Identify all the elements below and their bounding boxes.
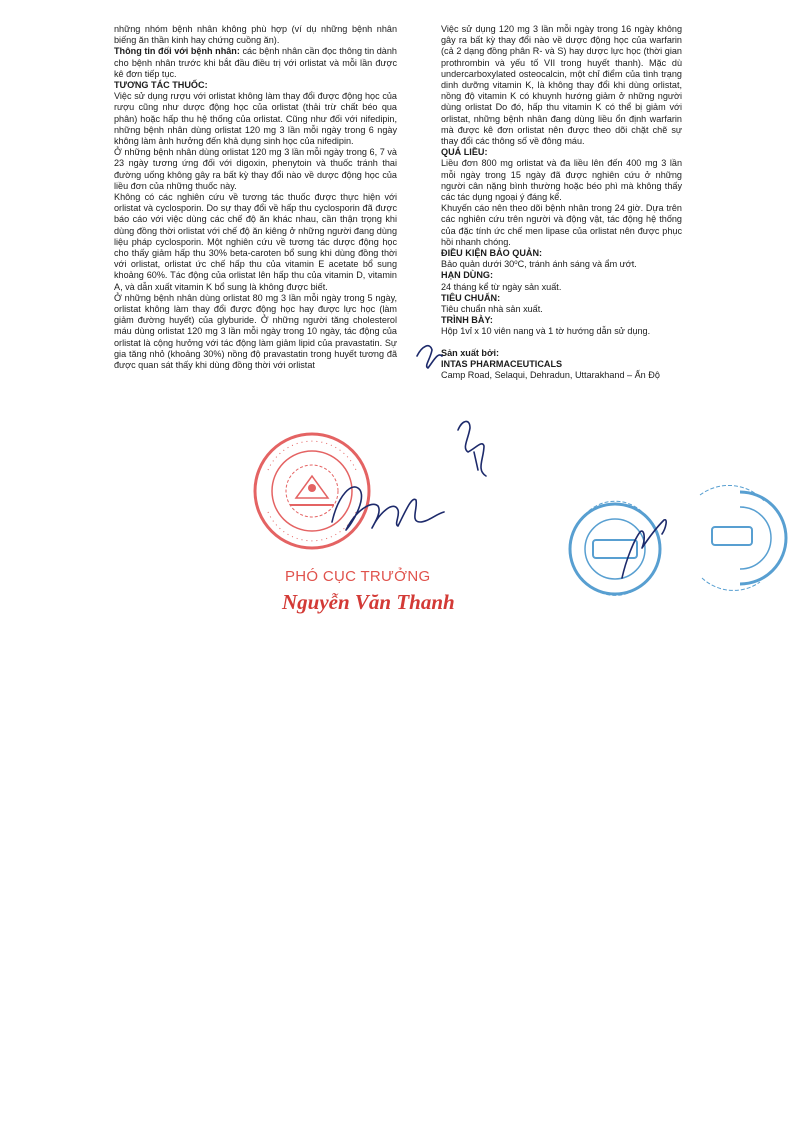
paragraph-glyburide: Ở những bệnh nhân dùng orlistat 80 mg 3 lần mỗi ngày trong 5 ngày, orlistat không làm thay đổi được động học hay được lực học (làm giảm đường huyết) của glyburide. Ở những người tăng cholesterol máu dùng orlistat 120 mg 3 lần mỗi ngày trong 10 ngày, tác động của orlistat là cộng hưởng với tác động làm giảm lipid của pravastatin. Sự gia tăng nhỏ (khoảng 30%) nồng độ pravastatin trong huyết tương đã được quan sát thấy khi dùng đồng thời với orlistat: [114, 292, 397, 371]
heading-overdose: QUÁ LIỀU:: [441, 147, 488, 158]
paragraph-overdose-monitoring: Khuyến cáo nên theo dõi bệnh nhân trong 24 giờ. Dựa trên các nghiên cứu trên người và động vật, tác động hệ thống của đặc tính ức chế men lipase của orlistat nên được phục hồi nhanh chóng.: [441, 203, 682, 247]
intas-company-stamp: [570, 501, 660, 595]
heading-presentation: TRÌNH BÀY:: [441, 315, 493, 326]
ministry-seal-stamp: [255, 434, 369, 548]
storage-text-end: C, tránh ánh sáng và ẩm ướt.: [517, 259, 637, 270]
approver-title: PHÓ CỤC TRƯỞNG: [285, 568, 431, 585]
approver-name: Nguyễn Văn Thanh: [282, 590, 455, 614]
degree-sup: o: [514, 260, 518, 267]
company-address: Camp Road, Selaqui, Dehradun, Uttarakhand – Ấn Độ: [441, 370, 660, 381]
made-by-label: Sản xuất bởi:: [441, 347, 500, 358]
heading-storage: ĐIỀU KIỆN BẢO QUẢN:: [441, 248, 543, 259]
intas-company-stamp-partial: [700, 485, 786, 590]
paragraph-cyclosporin: Không có các nghiên cứu về tương tác thuốc được thực hiện với orlistat và cyclosporin. Do sự thay đổi về hấp thu cyclosporin đã được báo cáo với việc dùng các chế độ ăn khác nhau, cần thận trọng khi dùng đồng thời orlistat với chế độ ăn kiêng ở những người đang dùng liệu pháp cyclosporin. Một nghiên cứu về tương tác dược động học cho thấy giảm hấp thu 30% beta-caroten bổ sung khi dùng đồng thời với orlistat, orlistat ức chế hấp thu của vitamin E acetate bổ sung khoảng 60%. Tác động của orlistat lên hấp thu của vitamin D, vitamin A, và dẫn xuất vitamin K bổ sung là không được biết.: [114, 192, 397, 292]
heading-drug-interactions: TƯƠNG TÁC THUỐC:: [114, 80, 208, 91]
paragraph-standard: Tiêu chuẩn nhà sản xuất.: [441, 304, 543, 315]
paragraph-suitability: những nhóm bệnh nhân không phù hợp (ví dụ những bệnh nhân biếng ăn thần kinh hay chứng cuồng ăn).: [114, 24, 397, 46]
patient-info-label: Thông tin đối với bệnh nhân:: [114, 46, 240, 57]
paragraph-digoxin: Ở những bệnh nhân dùng orlistat 120 mg 3 lần mỗi ngày trong 6, 7 và 23 ngày tương ứng đối với digoxin, phenytoin và thuốc tránh thai đường uống không gây ra bất kỳ thay đổi nào về dược động học của liều đơn của những thuốc này.: [114, 147, 397, 191]
paragraph-presentation: Hộp 1vỉ x 10 viên nang và 1 tờ hướng dẫn sử dụng.: [441, 326, 651, 337]
paragraph-expiry: 24 tháng kể từ ngày sản xuất.: [441, 281, 562, 292]
paragraph-warfarin: Việc sử dụng 120 mg 3 lần mỗi ngày trong 16 ngày không gây ra bất kỳ thay đổi nào về dược động học của warfarin (cả 2 dạng đồng phân R- và S) hay dược lực học (thời gian prothrombin và yếu tố VII trong huyết thanh). Mặc dù undercarboxylated osteocalcin, một chỉ điểm của tình trạng dinh dưỡng vitamin K, là không thay đổi khi dùng orlistat, nồng độ vitamin K có khuynh hướng giảm ở những người dùng orlistat Do đó, hấp thu vitamin K có thể bị giảm với orlistat, những bệnh nhân đang dùng liều ổn định warfarin mà được kê đơn orlistat nên được theo dõi chặt chẽ sự thay đổi các thông số về đông máu.: [441, 24, 682, 147]
storage-text-start: Bảo quản dưới 30: [441, 259, 515, 270]
heading-expiry: HẠN DÙNG:: [441, 270, 494, 281]
patient-info-text: các bệnh nhân cần đọc thông tin dành cho bệnh nhân trước khi bắt đầu điều trị với orlistat và mỗi lần được kê đơn tiếp tục.: [114, 46, 397, 79]
heading-standard: TIÊU CHUẨN:: [441, 292, 501, 303]
paragraph-overdose-dose: Liều đơn 800 mg orlistat và đa liều lên đến 400 mg 3 lần mỗi ngày trong 15 ngày đã được nghiên cứu ở những người cân nặng bình thường hoặc béo phì mà không thấy các tác dụng ngoại ý đáng kể.: [441, 158, 682, 203]
paragraph-alcohol-nifedipin: Việc sử dụng rượu với orlistat không làm thay đổi được động học của rượu cũng như dược động học của orlistat (thải trừ chất béo qua phân) hoặc hấp thu hệ thống của orlistat. Cũng như đối với nifedipin, những bệnh nhân dùng orlistat 120 mg 3 lần mỗi ngày trong 6 ngày không làm ảnh hưởng đến khả dụng sinh học của nifedipin.: [114, 91, 397, 147]
initial-signature-1: [417, 346, 442, 368]
handwritten-signatures: [332, 346, 666, 578]
initial-signature-2: [458, 421, 486, 476]
company-name: INTAS PHARMACEUTICALS: [441, 358, 563, 369]
